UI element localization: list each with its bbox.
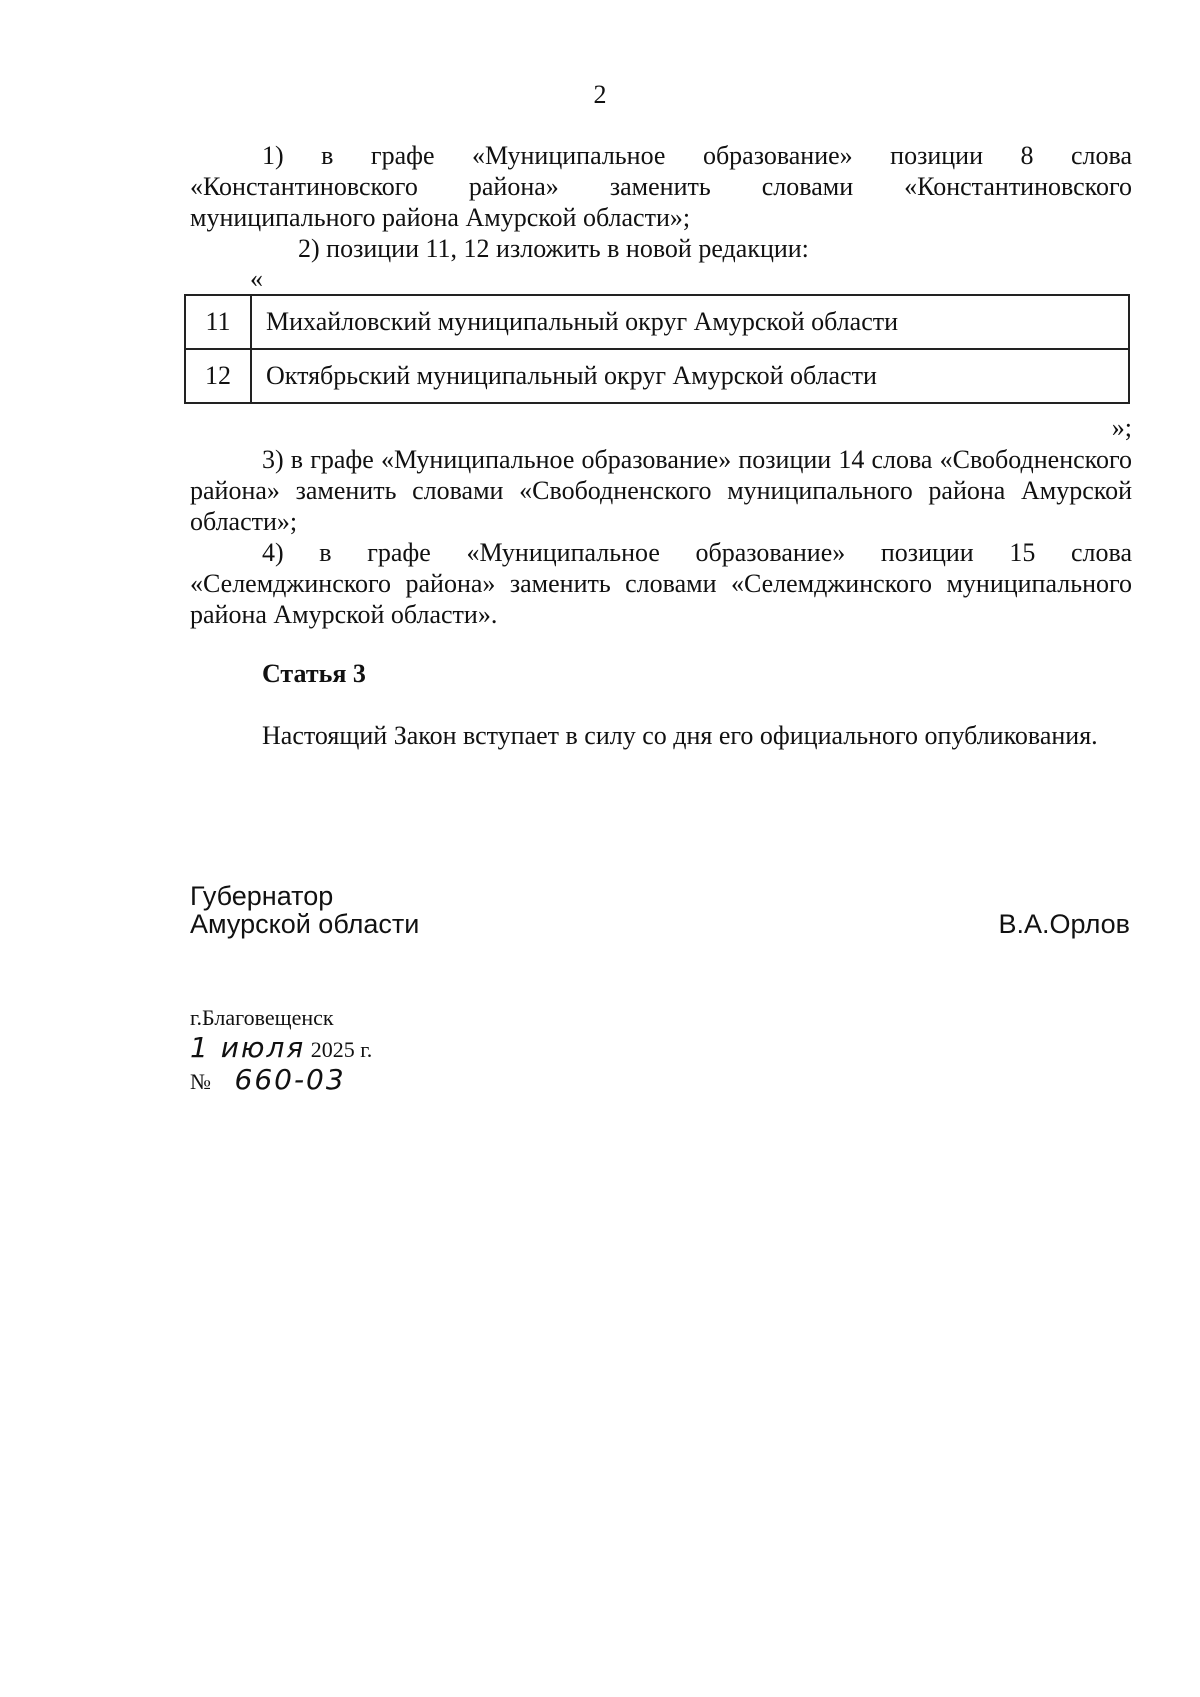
article-title: Статья 3 [262,659,366,688]
table-row [185,295,1129,349]
year: 2025 г. [310,1037,373,1062]
municipality-name: Михайловский муниципальный округ Амурской области [251,295,1129,349]
position-line-2: Амурской области [190,909,420,939]
handwritten-date: 1 июля [190,1031,306,1064]
position-number: 12 [185,349,251,403]
document-body [190,140,1132,751]
handwritten-number: 660-03 [234,1063,346,1096]
signatory-position [190,882,419,938]
number-line [190,1065,372,1097]
number-label: № [190,1069,211,1094]
amendment-item-1: 1) в графе «Муниципальное образование» позиции 8 слова «Константиновского района» заменить словами «Константиновского муниципального района Амурской области»; [190,141,1132,232]
amendment-item-4: 4) в графе «Муниципальное образование» позиции 15 слова «Селемджинского района» заменить словами «Селемджинского муниципального района Амурской области». [190,538,1132,629]
amendment-item-2: 2) позиции 11, 12 изложить в новой редакции: [298,234,809,263]
city: г.Благовещенск [190,1005,334,1030]
amendment-item-3: 3) в графе «Муниципальное образование» позиции 14 слова «Свободненского района» заменить словами «Свободненского муниципального района Амурской области»; [190,445,1132,536]
table-row [185,349,1129,403]
position-line-1: Губернатор [190,881,334,911]
place-date-block [190,1003,372,1097]
signatory-name: В.А.Орлов [998,909,1130,939]
article-text: Настоящий Закон вступает в силу со дня его официального опубликования. [262,721,1098,750]
table-open-quote: « [250,264,263,293]
positions-table [184,294,1130,404]
position-number: 11 [185,295,251,349]
date-line [190,1033,372,1065]
municipality-name: Октябрьский муниципальный округ Амурской области [251,349,1129,403]
table-close-quote: »; [1111,413,1132,442]
page-number: 2 [593,80,607,109]
